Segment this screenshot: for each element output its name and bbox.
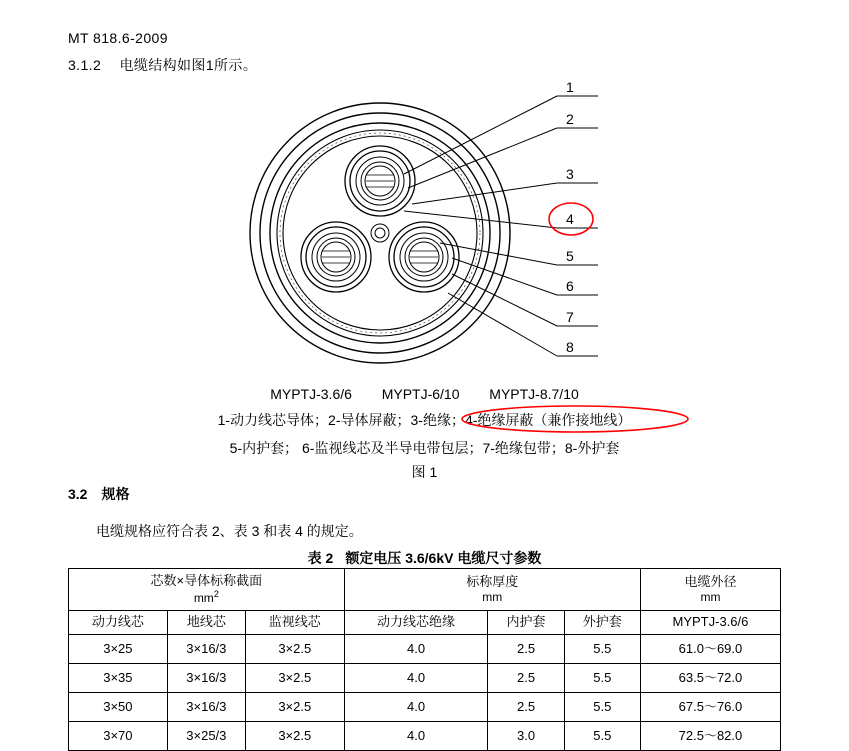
section-paragraph: 电缆规格应符合表 2、表 3 和表 4 的规定。: [96, 523, 363, 539]
table-cell: 3×2.5: [245, 664, 344, 693]
figure-model-names: [0, 386, 849, 402]
section-heading: [68, 484, 129, 504]
figure-legend-line-1-text: 1-动力线芯导体；2-导体屏蔽；3-绝缘；4-绝缘屏蔽（兼作接地线）: [217, 412, 632, 428]
monitoring-cores: [371, 224, 389, 242]
callout-label-1: 1: [566, 79, 574, 95]
sub-header-cell: 内护套: [488, 611, 564, 635]
table-cell: 3×50: [69, 693, 168, 722]
table-row: [69, 635, 781, 664]
table-group-header-row: [69, 569, 781, 611]
callout-label-6: 6: [566, 278, 574, 294]
table-number: 表 2: [307, 550, 334, 566]
table-cell: 3×2.5: [245, 693, 344, 722]
table-cell: 2.5: [488, 693, 564, 722]
group-header-cross-section-label: 芯数×导体标称截面: [150, 572, 263, 588]
group-header-cross-section-unit-sup: 2: [213, 589, 219, 600]
sub-header-cell: 动力线芯绝缘: [344, 611, 488, 635]
table-row: [69, 693, 781, 722]
table-cell: 67.5～76.0: [640, 693, 780, 722]
table-cell: 72.5～82.0: [640, 722, 780, 751]
table-cell: 5.5: [564, 635, 640, 664]
figure-legend-line-2: [0, 438, 849, 458]
table-cell: 2.5: [488, 664, 564, 693]
table-row: [69, 664, 781, 693]
figure-legend-line-2-text: 5-内护套； 6-监视线芯及半导电带包层；7-绝缘包带；8-外护套: [229, 440, 620, 456]
table-cell: 4.0: [344, 664, 488, 693]
cable-dimension-table: [68, 568, 781, 751]
table-cell: 5.5: [564, 664, 640, 693]
standard-number: MT 818.6-2009: [68, 30, 168, 46]
table-cell: 2.5: [488, 635, 564, 664]
table-cell: 5.5: [564, 693, 640, 722]
group-header-thickness: [344, 569, 640, 611]
table-cell: 3×35: [69, 664, 168, 693]
table-cell: 4.0: [344, 635, 488, 664]
cable-outer-sheath: [250, 103, 510, 363]
group-header-cross-section: [69, 569, 345, 611]
table-row: [69, 722, 781, 751]
power-core-left: [301, 222, 371, 292]
group-header-cross-section-unit: $mm^2$: [193, 589, 219, 606]
callout-label-8: 8: [566, 339, 574, 355]
clause-line: [68, 55, 257, 75]
table-sub-header-row: [69, 611, 781, 635]
table-cell: 3×16/3: [167, 693, 245, 722]
table-cell: 4.0: [344, 722, 488, 751]
group-header-outer-diameter: [640, 569, 780, 611]
callout-label-4: 4: [566, 211, 574, 227]
clause-number: 3.1.2: [68, 57, 102, 73]
table-cell: 3×25: [69, 635, 168, 664]
section-number: 3.2: [68, 486, 88, 502]
group-header-outer-diameter-unit: mm: [700, 590, 721, 605]
table-caption: [0, 548, 849, 568]
table-cell: 3×16/3: [167, 635, 245, 664]
table-cell: 3×25/3: [167, 722, 245, 751]
clause-text: 电缆结构如图1所示。: [119, 57, 258, 73]
model-name-2: MYPTJ-6/10: [381, 386, 460, 402]
table-cell: 3×2.5: [245, 635, 344, 664]
callout-label-5: 5: [566, 248, 574, 264]
section-title: 规格: [101, 486, 130, 502]
cable-cross-section-figure: [0, 78, 849, 378]
table-title-text: 额定电压 3.6/6kV 电缆尺寸参数: [345, 550, 542, 566]
model-name-1: MYPTJ-3.6/6: [270, 386, 352, 402]
callout-label-3: 3: [566, 166, 574, 182]
figure-number: 图 1: [411, 464, 438, 480]
table-cell: 63.5～72.0: [640, 664, 780, 693]
model-name-3: MYPTJ-8.7/10: [489, 386, 579, 402]
table-cell: 3×70: [69, 722, 168, 751]
sub-header-cell: 外护套: [564, 611, 640, 635]
table-cell: 3×2.5: [245, 722, 344, 751]
power-core-right: [389, 222, 459, 292]
table-cell: 5.5: [564, 722, 640, 751]
cable-inner-layers: [277, 130, 483, 336]
table-cell: 3×16/3: [167, 664, 245, 693]
group-header-thickness-label: 标称厚度: [466, 573, 519, 589]
power-core-top: [345, 146, 415, 216]
callout-label-7: 7: [566, 309, 574, 325]
table-cell: 3.0: [488, 722, 564, 751]
callout-label-2: 2: [566, 111, 574, 127]
table-cell: 61.0～69.0: [640, 635, 780, 664]
red-highlight-ellipse-legend: [460, 404, 690, 434]
sub-header-cell: 监视线芯: [245, 611, 344, 635]
group-header-thickness-unit: mm: [482, 590, 503, 605]
table-cell: 4.0: [344, 693, 488, 722]
sub-header-cell: 动力线芯: [69, 611, 168, 635]
group-header-outer-diameter-label: 电缆外径: [684, 573, 737, 589]
figure-legend-line-1: [0, 410, 849, 430]
sub-header-cell: 地线芯: [167, 611, 245, 635]
sub-header-cell: MYPTJ-3.6/6: [640, 611, 780, 635]
